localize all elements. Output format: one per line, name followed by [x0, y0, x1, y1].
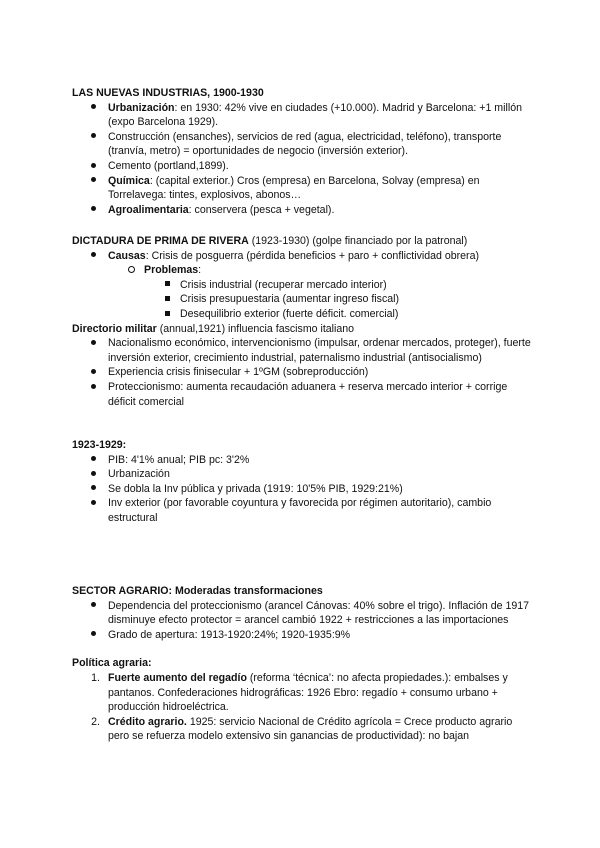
- item-text: : (capital exterior.) Cros (empresa) en Barcelona, Solvay (empresa) en Torrelavega: tintes, explosivos, abonos…: [108, 174, 480, 202]
- item-text: Desequilibrio exterior (fuerte déficit. comercial): [180, 307, 399, 320]
- list-item: [72, 599, 532, 628]
- bullet-icon: [88, 496, 98, 511]
- item-text: : Crisis de posguerra (pérdida beneficios + paro + conflictividad obrera): [145, 249, 479, 262]
- item-text: Construcción (ensanches), servicios de red (agua, electricidad, teléfono), transporte (tranvía, metro) = oportunidades de negocio (inversión exterior).: [108, 130, 502, 158]
- section-title: LAS NUEVAS INDUSTRIAS, 1900-1930: [72, 87, 264, 99]
- item-text: Urbanización: [108, 468, 170, 481]
- list-item-problemas: [72, 263, 532, 278]
- list-item: [72, 453, 532, 468]
- item-bold: Urbanización: [108, 101, 175, 114]
- list-item: [72, 380, 532, 409]
- directorio-text: (annual,1921) influencia fascismo italiano: [156, 322, 355, 335]
- item-number: 1.: [91, 671, 100, 684]
- section-sector-agrario: [72, 584, 532, 744]
- item-text: (reforma ‘técnica’: no afecta propiedades.): embalses y pantanos. Confederaciones hidrográficas: 1926 Ebro: regadío + consumo urbano + producción hidroeléctrica.: [108, 671, 508, 714]
- bullet-icon: [88, 467, 98, 482]
- bullet-icon: [88, 159, 98, 174]
- list-item: [72, 159, 532, 174]
- directorio-bold: Directorio militar: [72, 322, 157, 335]
- item-text: Experiencia crisis finisecular + 1ºGM (sobreproducción): [108, 366, 369, 379]
- item-bold: Causas: [108, 249, 146, 262]
- item-text: Proteccionismo: aumenta recaudación aduanera + reserva mercado interior + corrige déficit comercial: [108, 380, 508, 408]
- list-item: [72, 482, 532, 497]
- bullet-icon: [88, 101, 98, 116]
- list-item: [72, 307, 532, 322]
- bullet-icon: [88, 365, 98, 380]
- bullet-icon: [88, 249, 98, 264]
- section-title: SECTOR AGRARIO: Moderadas transformaciones: [72, 585, 323, 597]
- bullet-icon: [88, 599, 98, 614]
- item-text: Grado de apertura: 1913-1920:24%; 1920-1935:9%: [108, 628, 351, 641]
- item-bold: Crédito agrario.: [108, 715, 187, 728]
- item-bold: Química: [108, 174, 150, 187]
- bullet-icon: [88, 482, 98, 497]
- list-item: [72, 628, 532, 643]
- bullet-icon: [88, 130, 98, 145]
- item-bold: Problemas: [144, 264, 199, 277]
- list-item-causas: [72, 249, 532, 264]
- list-item: [72, 101, 532, 130]
- list-item: [72, 130, 532, 159]
- numbered-item: [72, 671, 532, 715]
- item-text: : conservera (pesca + vegetal).: [188, 203, 335, 216]
- bullet-icon: [88, 453, 98, 468]
- item-text: Crisis presupuestaria (aumentar ingreso fiscal): [180, 293, 400, 306]
- item-text: Dependencia del proteccionismo (arancel Cánovas: 40% sobre el trigo). Inflación de 1917 disminuye efecto protector = arancel cambió 1922 + restricciones a las importaciones: [108, 599, 530, 627]
- section-title: [72, 234, 532, 249]
- item-text: : en 1930: 42% vive en ciudades (+10.000). Madrid y Barcelona: +1 millón (expo Barcelona 1929).: [108, 101, 522, 129]
- square-bullet-icon: [162, 292, 172, 307]
- item-text: PIB: 4'1% anual; PIB pc: 3'2%: [108, 453, 250, 466]
- subsection-title: Política agraria:: [72, 657, 152, 670]
- list-item: [72, 496, 532, 525]
- bullet-icon: [88, 628, 98, 643]
- square-bullet-icon: [162, 278, 172, 293]
- bullet-icon: [88, 336, 98, 351]
- directorio-line: [72, 322, 532, 337]
- list-item: [72, 336, 532, 365]
- section-1923-1929: [72, 438, 532, 526]
- item-text: :: [198, 264, 202, 277]
- list-item: [72, 203, 532, 218]
- list-item: [72, 174, 532, 203]
- bullet-icon: [88, 174, 98, 189]
- list-item: [72, 365, 532, 380]
- circle-bullet-icon: [126, 263, 136, 278]
- section-nuevas-industrias: [72, 86, 532, 217]
- section-dictadura: [72, 234, 532, 409]
- item-text: Inv exterior (por favorable coyuntura y favorecida por régimen autoritario), cambio estructural: [108, 497, 492, 524]
- list-item: [72, 292, 532, 307]
- bullet-icon: [88, 380, 98, 395]
- square-bullet-icon: [162, 307, 172, 322]
- section-title-bold: DICTADURA DE PRIMA DE RIVERA: [72, 235, 249, 247]
- bullet-icon: [88, 203, 98, 218]
- item-number: 2.: [91, 715, 100, 728]
- item-text: 1925: servicio Nacional de Crédito agrícola = Crece producto agrario pero se refuerza modelo extensivo sin ganancias de productividad): no bajan: [108, 715, 513, 743]
- list-item: [72, 278, 532, 293]
- item-text: Se dobla la Inv pública y privada (1919: 10'5% PIB, 1929:21%): [108, 482, 403, 495]
- item-text: Nacionalismo económico, intervencionismo (impulsar, ordenar mercados, proteger), fuerte inversión exterior, crecimiento industrial, paternalismo industrial (antisocialismo): [108, 337, 531, 364]
- section-title-rest: (1923-1930) (golpe financiado por la patronal): [248, 235, 468, 247]
- numbered-item: [72, 715, 532, 744]
- item-bold: Agroalimentaria: [108, 203, 189, 216]
- item-bold: Fuerte aumento del regadío: [108, 671, 247, 684]
- list-item: [72, 467, 532, 482]
- item-text: Crisis industrial (recuperar mercado interior): [180, 278, 387, 291]
- section-title: 1923-1929:: [72, 439, 127, 451]
- item-text: Cemento (portland,1899).: [108, 159, 229, 172]
